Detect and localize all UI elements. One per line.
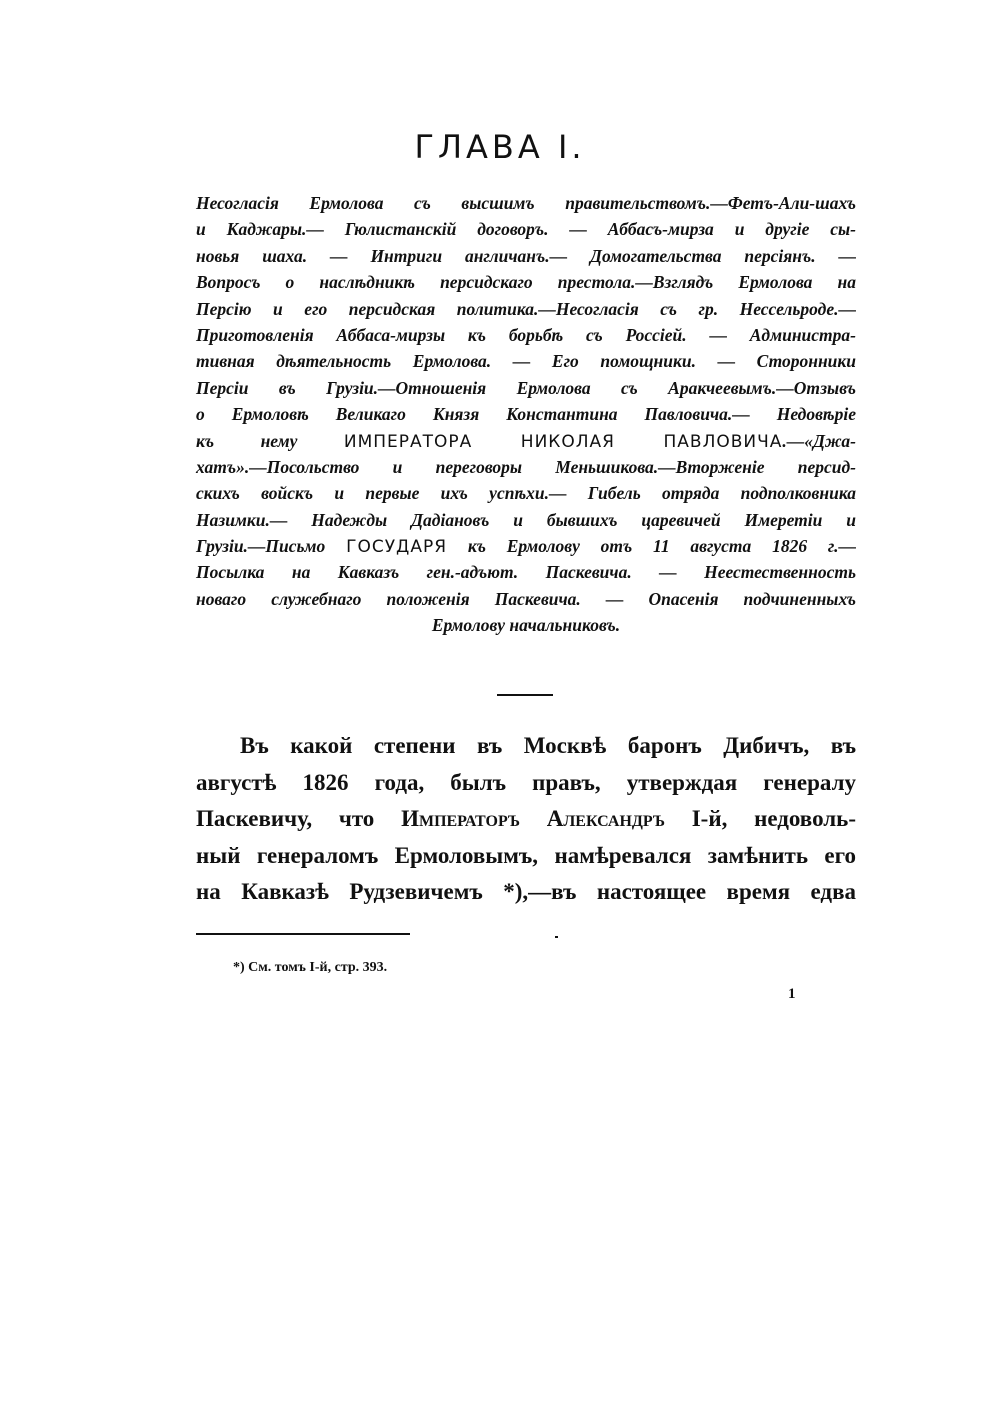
body-line: Въ какой степени въ Москвѣ баронъ Дибичъ, въ bbox=[240, 733, 856, 758]
chapter-summary bbox=[196, 190, 856, 639]
summary-line: Вопросъ о наслѣдникѣ персидскаго престола.—Взглядъ Ермолова на bbox=[196, 272, 856, 293]
body-line: на Кавказѣ Рудзевичемъ *),—въ настоящее время едва bbox=[196, 879, 856, 904]
summary-line: Назимки.— Надежды Дадіановъ и бывшихъ царевичей Имеретіи и bbox=[196, 509, 856, 530]
chapter-title: ГЛАВА I. bbox=[414, 128, 586, 166]
footnote: *) См. томъ I-й, стр. 393. bbox=[233, 960, 388, 975]
summary-text: Грузіи.—Письмо bbox=[196, 536, 347, 557]
summary-line bbox=[196, 533, 856, 559]
summary-line bbox=[196, 428, 856, 454]
summary-line: Персію и его персидская политика.—Несогласія съ гр. Нессельроде.— bbox=[196, 298, 856, 319]
section-divider bbox=[497, 694, 553, 696]
emperor-name: ИМПЕРАТОРА НИКОЛАЯ ПАВЛОВИЧА bbox=[343, 431, 783, 452]
summary-line: Несогласія Ермолова съ высшимъ правительствомъ.—Фетъ-Али-шахъ bbox=[196, 193, 856, 213]
summary-line: и Каджары.— Гюлистанскій договоръ. — Аббасъ-мирза и другіе сы- bbox=[196, 219, 856, 240]
summary-line: хатъ».—Посольство и переговоры Меньшикова.—Вторженіе персид- bbox=[196, 456, 856, 477]
footnote-rule bbox=[196, 933, 410, 935]
body-line: августѣ 1826 года, былъ правъ, утверждая генералу bbox=[196, 769, 856, 795]
summary-line: новаго служебнаго положенія Паскевича. — Опасенія подчиненныхъ bbox=[196, 588, 856, 609]
page-number: 1 bbox=[788, 986, 796, 1002]
body-line: ный генераломъ Ермоловымъ, намѣревался замѣнить его bbox=[196, 842, 856, 868]
summary-line: новья шаха. — Интриги англичанъ.— Домогательства персіянъ. — bbox=[196, 245, 856, 266]
summary-line: Персіи въ Грузіи.—Отношенія Ермолова съ Аракчеевымъ.—Отзывъ bbox=[196, 377, 856, 398]
body-text: I-й, недоволь- bbox=[664, 806, 856, 831]
summary-line-last: Ермолову начальниковъ. bbox=[431, 615, 621, 636]
summary-line: о Ермоловѣ Великаго Князя Константина Павловича.— Недовѣріе bbox=[196, 404, 856, 425]
summary-line: Приготовленія Аббаса-мирзы къ борьбѣ съ Россіей. — Администра- bbox=[196, 324, 856, 345]
summary-text: къ Ермолову отъ 11 августа 1826 г.— bbox=[447, 536, 856, 557]
summary-text: .—«Джа- bbox=[782, 430, 856, 451]
print-speck bbox=[555, 936, 558, 938]
body-text: Паскевичу, что bbox=[196, 806, 402, 831]
summary-line: Посылка на Кавказъ ген.-адъют. Паскевича. — Неестественность bbox=[196, 562, 856, 583]
summary-line: тивная дѣятельность Ермолова. — Его помощники. — Сторонники bbox=[196, 351, 856, 372]
summary-line: скихъ войскъ и первые ихъ успѣхи.— Гибель отряда подполковника bbox=[196, 483, 856, 504]
body-line bbox=[196, 801, 856, 838]
sovereign-word: ГОСУДАРЯ bbox=[346, 537, 448, 558]
summary-text: къ нему bbox=[196, 430, 344, 451]
emperor-title: Императоръ Александръ bbox=[401, 806, 665, 831]
body-paragraph bbox=[196, 728, 856, 911]
